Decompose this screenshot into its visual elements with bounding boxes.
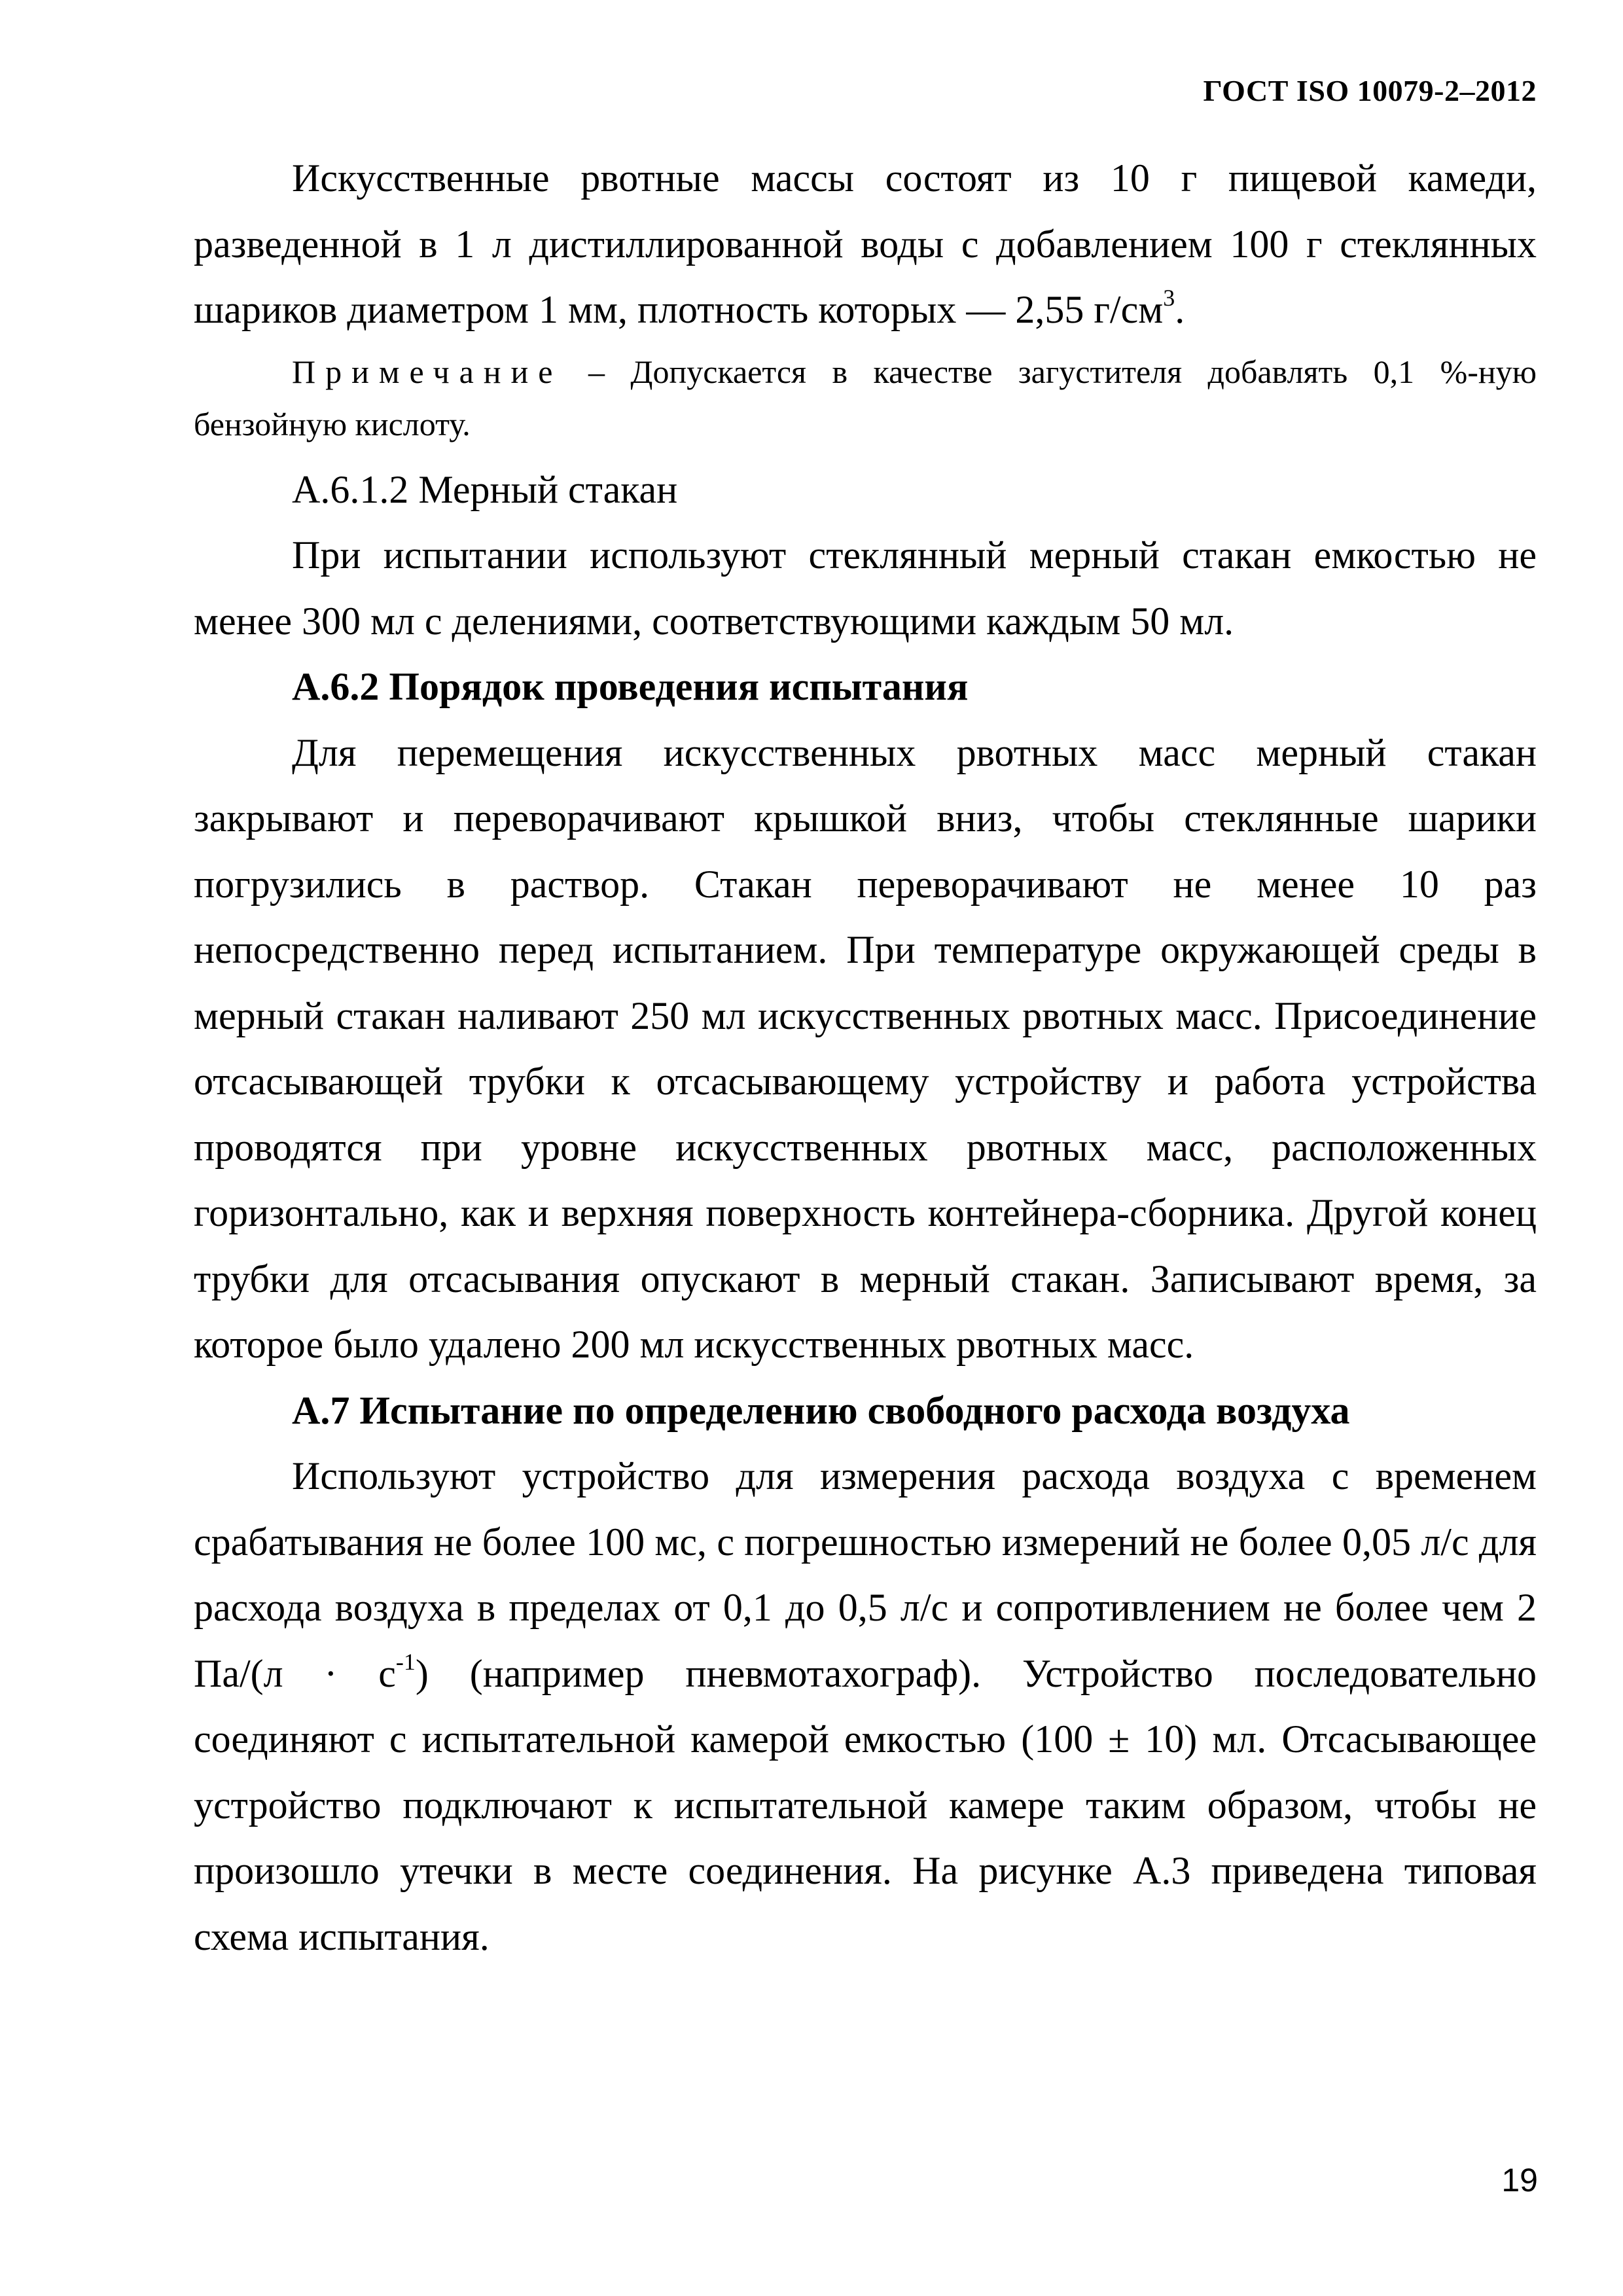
paragraph-text: Искусственные рвотные массы состоят из 10 г пищевой камеди, разведенной в 1 л дистиллированной воды с добавлением 100 г стеклянных шариков диаметром 1 мм, плотность которых — 2,55 г/см xyxy=(194,156,1537,331)
page-content xyxy=(194,145,1537,1969)
superscript: 3 xyxy=(1163,285,1175,311)
section-heading-a6-2: А.6.2 Порядок проведения испытания xyxy=(292,665,969,708)
section-heading-a7: А.7 Испытание по определению свободного расхода воздуха xyxy=(292,1388,1350,1432)
superscript: -1 xyxy=(395,1648,416,1675)
standard-code-header: ГОСТ ISO 10079-2–2012 xyxy=(1203,74,1537,107)
paragraph-end: . xyxy=(1175,288,1185,331)
paragraph-airflow-test xyxy=(194,1443,1537,1969)
note-label: Примечание xyxy=(292,353,563,390)
paragraph-measuring-cup: При испытании используют стеклянный мерный стакан емкостью не менее 300 мл с делениями, соответствующими каждым 50 мл. xyxy=(194,533,1537,643)
paragraph-test-procedure: Для перемещения искусственных рвотных масс мерный стакан закрывают и переворачивают крышкой вниз, чтобы стеклянные шарики погрузились в раствор. Стакан переворачивают не менее 10 раз непосредственно перед испытанием. При температуре окружающей среды в мерный стакан наливают 250 мл искусственных рвотных масс. Присоединение отсасывающей трубки к отсасывающему устройству и работа устройства проводятся при уровне искусственных рвотных масс, расположенных горизонтально, как и верхняя поверхность контейнера-сборника. Другой конец трубки для отсасывания опускают в мерный стакан. Записывают время, за которое было удалено 200 мл искусственных рвотных масс. xyxy=(194,730,1537,1366)
note-paragraph xyxy=(194,346,1537,450)
page-number: 19 xyxy=(1501,2162,1538,2198)
paragraph-text: Используют устройство для измерения расхода воздуха с временем срабатывания не более 100 мс, с погрешностью измерений не более 0,05 л/с для расхода воздуха в пределах от 0,1 до 0,5 л/с и сопротивлением не более чем 2 Па/(л · с xyxy=(194,1454,1537,1695)
paragraph-text-end: ) (например пневмотахограф). Устройство последовательно соединяют с испытательной камерой емкостью (100 ± 10) мл. Отсасывающее устройство подключают к испытательной камере таким образом, чтобы не произошло утечки в месте соединения. На рисунке А.3 приведена типовая схема испытания. xyxy=(194,1651,1537,1958)
paragraph-vomit-composition xyxy=(194,145,1537,343)
note-text: – Допускается в качестве загустителя добавлять 0,1 %-ную бензойную кислоту. xyxy=(194,353,1537,442)
subsection-heading-a6-1-2: А.6.1.2 Мерный стакан xyxy=(292,467,678,511)
